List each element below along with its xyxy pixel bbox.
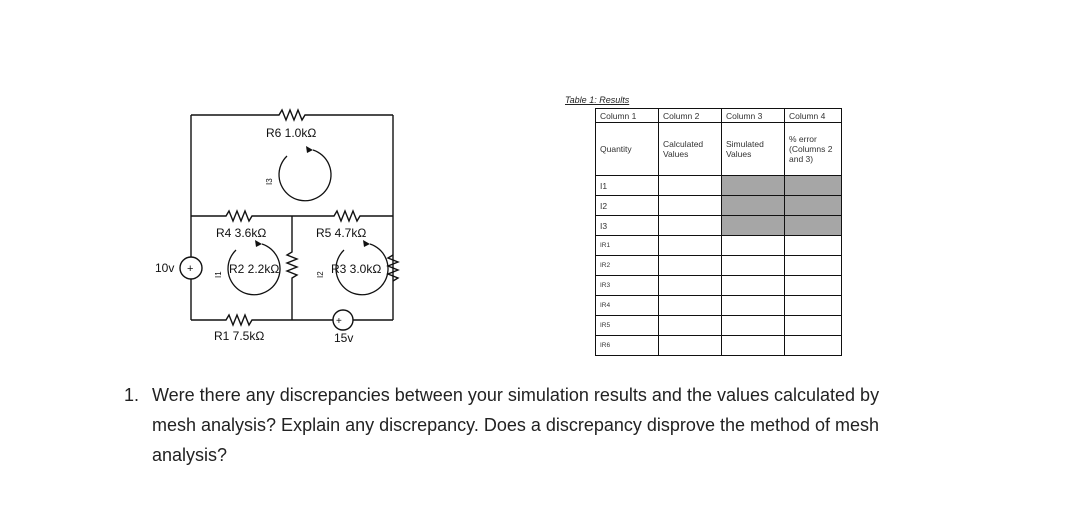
header-column-4: Column 4	[785, 109, 842, 123]
r4-label: R4 3.6kΩ	[216, 226, 267, 240]
question-number: 1.	[124, 385, 140, 405]
results-table	[595, 108, 842, 356]
r1-label: R1 7.5kΩ	[214, 329, 265, 343]
i2-label: I2	[316, 271, 325, 278]
error-cell[interactable]	[785, 236, 842, 256]
row-label: I1	[596, 176, 659, 196]
r3-label: R3 3.0kΩ	[331, 262, 382, 276]
error-cell[interactable]	[785, 296, 842, 316]
subheader-quantity: Quantity	[596, 123, 659, 176]
row-label: IR3	[596, 276, 659, 296]
i1-label: I1	[214, 271, 223, 278]
table-caption: Table 1: Results	[565, 95, 630, 105]
r6-label: R6 1.0kΩ	[266, 126, 317, 140]
row-label: IR6	[596, 336, 659, 356]
subheader-simulated: Simulated Values	[722, 123, 785, 176]
subheader-error: % error (Columns 2 and 3)	[785, 123, 842, 176]
simulated-cell[interactable]	[722, 296, 785, 316]
v2-label: 15v	[334, 331, 354, 345]
r5-label: R5 4.7kΩ	[316, 226, 367, 240]
row-label: IR4	[596, 296, 659, 316]
i3-label: I3	[265, 178, 274, 185]
header-column-2: Column 2	[659, 109, 722, 123]
calculated-cell[interactable]	[659, 276, 722, 296]
shaded-cell	[722, 176, 785, 196]
simulated-cell[interactable]	[722, 336, 785, 356]
svg-text:+: +	[187, 263, 194, 275]
simulated-cell[interactable]	[722, 316, 785, 336]
svg-text:+: +	[336, 316, 342, 327]
calculated-cell[interactable]	[659, 296, 722, 316]
question-text: Were there any discrepancies between your simulation results and the values calculated by mesh analysis? Explain any discrepancy. Does a discrepancy disprove the method of mesh analysis?	[152, 385, 880, 465]
shaded-cell	[785, 196, 842, 216]
row-label: I2	[596, 196, 659, 216]
shaded-cell	[785, 216, 842, 236]
calculated-cell[interactable]	[659, 196, 722, 216]
simulated-cell[interactable]	[722, 276, 785, 296]
shaded-cell	[785, 176, 842, 196]
error-cell[interactable]	[785, 256, 842, 276]
simulated-cell[interactable]	[722, 256, 785, 276]
header-column-1: Column 1	[596, 109, 659, 123]
header-column-3: Column 3	[722, 109, 785, 123]
circuit-diagram	[0, 0, 560, 380]
calculated-cell[interactable]	[659, 256, 722, 276]
calculated-cell[interactable]	[659, 236, 722, 256]
row-label: IR1	[596, 236, 659, 256]
calculated-cell[interactable]	[659, 216, 722, 236]
v1-label: 10v	[155, 261, 175, 275]
error-cell[interactable]	[785, 336, 842, 356]
row-label: I3	[596, 216, 659, 236]
error-cell[interactable]	[785, 276, 842, 296]
simulated-cell[interactable]	[722, 236, 785, 256]
row-label: IR2	[596, 256, 659, 276]
error-cell[interactable]	[785, 316, 842, 336]
r2-label: R2 2.2kΩ	[229, 262, 280, 276]
subheader-calculated: Calculated Values	[659, 123, 722, 176]
calculated-cell[interactable]	[659, 176, 722, 196]
calculated-cell[interactable]	[659, 316, 722, 336]
row-label: IR5	[596, 316, 659, 336]
calculated-cell[interactable]	[659, 336, 722, 356]
shaded-cell	[722, 196, 785, 216]
shaded-cell	[722, 216, 785, 236]
